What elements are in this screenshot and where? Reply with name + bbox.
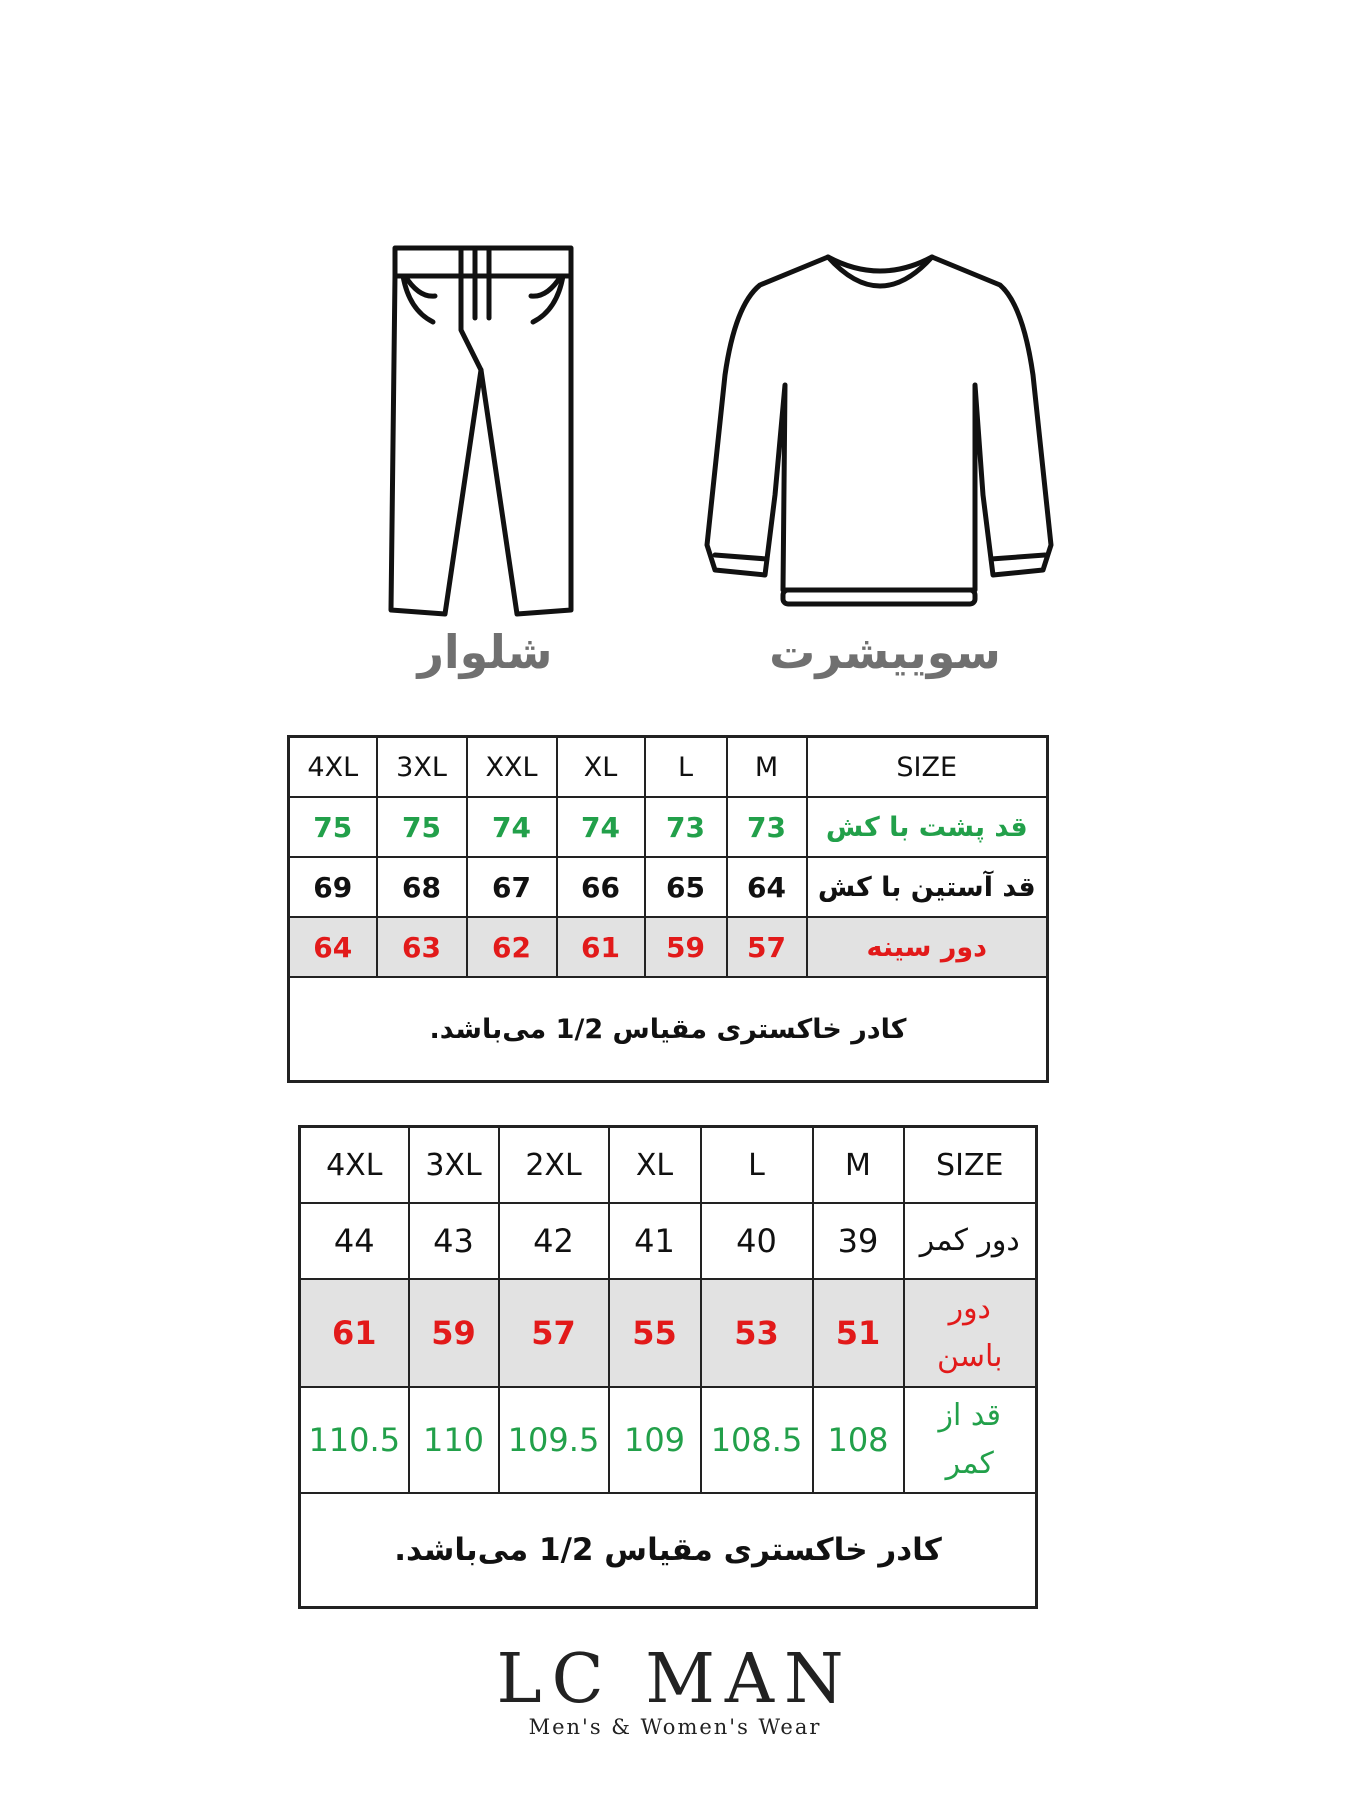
header-row (300, 1127, 1037, 1204)
row-label (904, 1387, 1037, 1493)
table-row (289, 857, 1048, 917)
table-cell: 42 (499, 1203, 609, 1279)
size-header-l: L (645, 737, 727, 798)
size-header-3xl: 3XL (377, 737, 467, 798)
note-row (289, 977, 1048, 1082)
row-label: قد پشت با کش (807, 797, 1048, 857)
pants-size-table (298, 1125, 1038, 1609)
table-cell: 73 (645, 797, 727, 857)
table-cell: 64 (289, 917, 377, 977)
table-cell: 64 (727, 857, 807, 917)
row-label-line2: باسن (937, 1339, 1003, 1374)
table-cell: 44 (300, 1203, 409, 1279)
table-cell: 75 (377, 797, 467, 857)
size-header-2xl: 2XL (499, 1127, 609, 1204)
header-row (289, 737, 1048, 798)
table-cell: 59 (645, 917, 727, 977)
table-row (300, 1279, 1037, 1387)
pants-outline-icon (375, 240, 595, 620)
row-label-line1: دور (948, 1291, 991, 1326)
row-label-line1: قد از (938, 1398, 1001, 1433)
size-header-3xl: 3XL (409, 1127, 499, 1204)
table-cell: 68 (377, 857, 467, 917)
table-row (289, 917, 1048, 977)
row-label-line2: کمر (945, 1446, 994, 1481)
sweatshirt-label: سوییشرت (769, 625, 1001, 679)
size-header-xl: XL (609, 1127, 701, 1204)
size-header-4xl: 4XL (300, 1127, 409, 1204)
table-row (289, 797, 1048, 857)
table-cell: 43 (409, 1203, 499, 1279)
table-cell: 108.5 (701, 1387, 813, 1493)
scale-note: کادر خاکستری مقیاس 1/2 می‌باشد. (300, 1493, 1037, 1608)
row-label: دور سینه (807, 917, 1048, 977)
size-header-m: M (813, 1127, 904, 1204)
table-cell: 57 (727, 917, 807, 977)
row-label-line1: دور کمر (919, 1223, 1020, 1258)
table-cell: 62 (467, 917, 557, 977)
brand-tagline: Men's & Women's Wear (528, 1715, 822, 1739)
table-cell: 53 (701, 1279, 813, 1387)
table-cell: 108 (813, 1387, 904, 1493)
size-header-xl: XL (557, 737, 645, 798)
table-cell: 61 (300, 1279, 409, 1387)
table-cell: 73 (727, 797, 807, 857)
table-cell: 61 (557, 917, 645, 977)
size-header-m: M (727, 737, 807, 798)
table-cell: 41 (609, 1203, 701, 1279)
table-cell: 40 (701, 1203, 813, 1279)
table-cell: 55 (609, 1279, 701, 1387)
brand-logo: LC MAN (496, 1640, 854, 1719)
size-header-l: L (701, 1127, 813, 1204)
table-cell: 67 (467, 857, 557, 917)
table-cell: 39 (813, 1203, 904, 1279)
table-cell: 51 (813, 1279, 904, 1387)
table-cell: 74 (467, 797, 557, 857)
table-cell: 63 (377, 917, 467, 977)
table-cell: 110 (409, 1387, 499, 1493)
row-label (904, 1203, 1037, 1279)
row-label (904, 1279, 1037, 1387)
sweatshirt-outline-icon (695, 245, 1065, 615)
table-cell: 69 (289, 857, 377, 917)
table-cell: 75 (289, 797, 377, 857)
scale-note: کادر خاکستری مقیاس 1/2 می‌باشد. (289, 977, 1048, 1082)
size-header-label: SIZE (807, 737, 1048, 798)
row-label: قد آستین با کش (807, 857, 1048, 917)
size-header-4xl: 4XL (289, 737, 377, 798)
size-header-xxl: XXL (467, 737, 557, 798)
table-cell: 74 (557, 797, 645, 857)
sweatshirt-size-table (287, 735, 1049, 1083)
table-cell: 57 (499, 1279, 609, 1387)
note-row (300, 1493, 1037, 1608)
table-cell: 109 (609, 1387, 701, 1493)
table-cell: 110.5 (300, 1387, 409, 1493)
table-row (300, 1387, 1037, 1493)
table-cell: 59 (409, 1279, 499, 1387)
table-cell: 109.5 (499, 1387, 609, 1493)
size-header-label: SIZE (904, 1127, 1037, 1204)
table-row (300, 1203, 1037, 1279)
pants-label: شلوار (417, 625, 553, 679)
table-cell: 65 (645, 857, 727, 917)
table-cell: 66 (557, 857, 645, 917)
